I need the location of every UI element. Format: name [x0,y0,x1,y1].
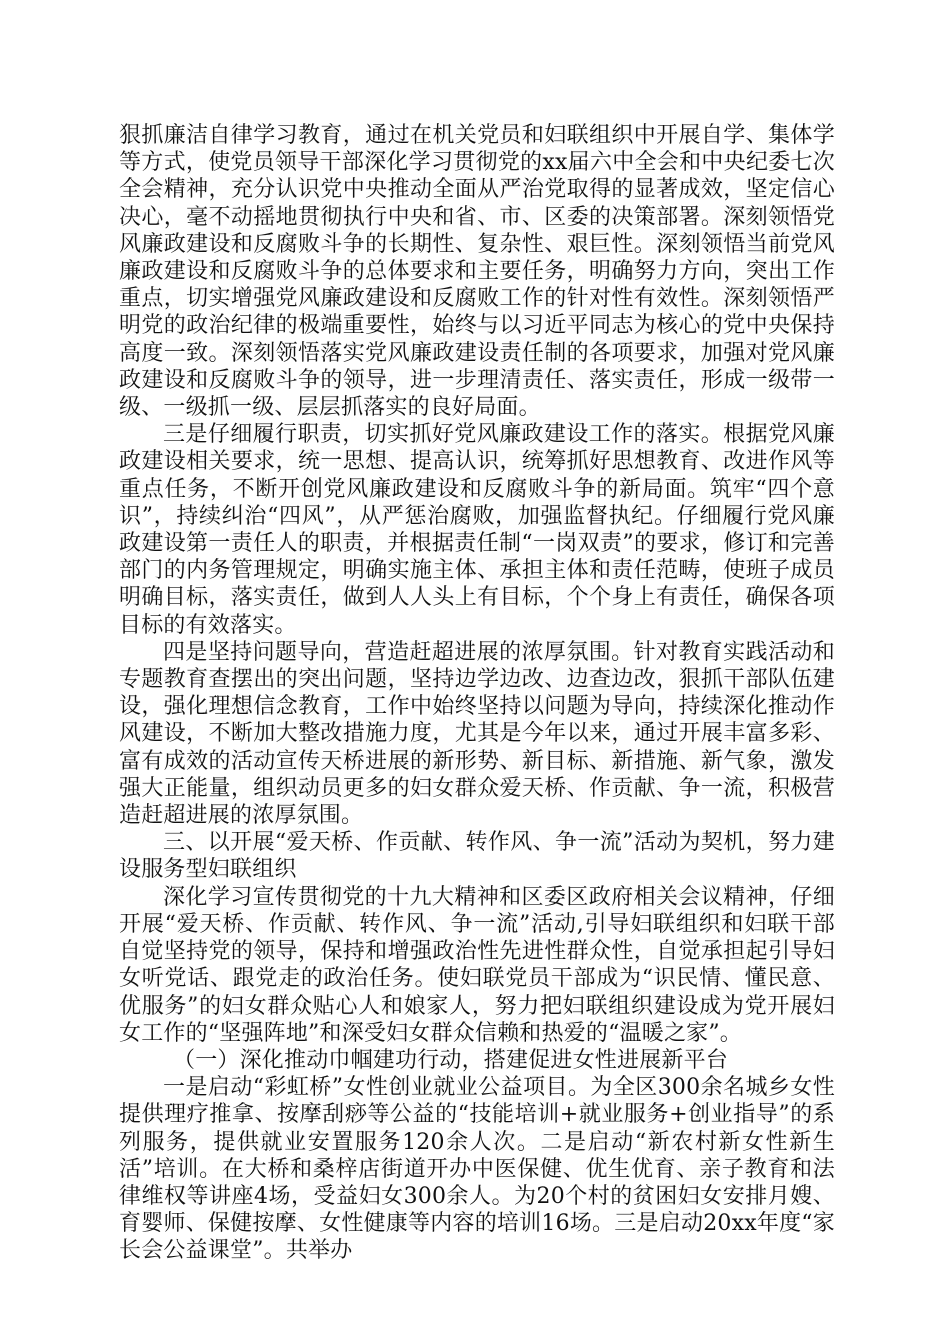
document-body [119,122,835,1265]
section-heading-three: 三、以开展“爱天桥、作贡献、转作风、争一流”活动为契机，努力建设服务型妇联组织 [119,830,835,883]
paragraph-study-publicize: 深化学习宣传贯彻党的十九大精神和区委区政府相关会议精神，仔细开展“爱天桥、作贡献、转作风、争一流”活动,引导妇联组织和妇联干部自觉坚持党的领导，保持和增强政治性先进性群众性，自觉承担起引导妇女听党话、跟党走的政治任务。使妇联党员干部成为“识民情、懂民意、优服务”的妇女群众贴心人和娘家人，努力把妇联组织建设成为党开展妇女工作的“坚强阵地”和深受妇女群众信赖和热爱的“温暖之家”。 [119,884,835,1046]
paragraph-fulfill-duties: 三是仔细履行职责，切实抓好党风廉政建设工作的落实。根据党风廉政建设相关要求，统一思想、提高认识，统筹抓好思想教育、改进作风等重点任务，不断开创党风廉政建设和反腐败斗争的新局面。筑牢“四个意识”，持续纠治“四风”，从严惩治腐败，加强监督执纪。仔细履行党风廉政建设第一责任人的职责，并根据责任制“一岗双责”的要求，修订和完善部门的内务管理规定，明确实施主体、承担主体和责任范畴，使班子成员明确目标，落实责任，做到人人头上有目标，个个身上有责任，确保各项目标的有效落实。 [119,422,835,638]
paragraph-rainbow-bridge: 一是启动“彩虹桥”女性创业就业公益项目。为全区300余名城乡女性提供理疗推拿、按摩刮痧等公益的“技能培训+就业服务+创业指导”的系列服务，提供就业安置服务120余人次。二是启动“新农村新女性新生活”培训。在大桥和桑梓店街道开办中医保健、优生优育、亲子教育和法律维权等讲座4场，受益妇女300余人。为20个村的贫困妇女安排月嫂、育婴师、保健按摩、女性健康等内容的培训16场。三是启动20xx年度“家长会公益课堂”。共举办 [119,1075,835,1264]
paragraph-problem-orientation: 四是坚持问题导向，营造赶超进展的浓厚氛围。针对教育实践活动和专题教育查摆出的突出问题，坚持边学边改、边查边改，狠抓干部队伍建设，强化理想信念教育，工作中始终坚持以问题为导向，持续深化推动作风建设，不断加大整改措施力度，尤其是今年以来，通过开展丰富多彩、富有成效的活动宣传天桥进展的新形势、新目标、新措施、新气象，激发强大正能量，组织动员更多的妇女群众爱天桥、作贡献、争一流，积极营造赶超进展的浓厚氛围。 [119,639,835,829]
paragraph-integrity-education: 狠抓廉洁自律学习教育，通过在机关党员和妇联组织中开展自学、集体学等方式，使党员领导干部深化学习贯彻党的xx届六中全会和中央纪委七次全会精神，充分认识党中央推动全面从严治党取得的显著成效，坚定信心决心，毫不动摇地贯彻执行中央和省、市、区委的决策部署。深刻领悟党风廉政建设和反腐败斗争的长期性、复杂性、艰巨性。深刻领悟当前党风廉政建设和反腐败斗争的总体要求和主要任务，明确努力方向，突出工作重点，切实增强党风廉政建设和反腐败工作的针对性有效性。深刻领悟严明党的政治纪律的极端重要性，始终与以习近平同志为核心的党中央保持高度一致。深刻领悟落实党风廉政建设责任制的各项要求，加强对党风廉政建设和反腐败斗争的领导，进一步理清责任、落实责任，形成一级带一级、一级抓一级、层层抓落实的良好局面。 [119,123,835,421]
subsection-heading-one: （一）深化推动巾帼建功行动，搭建促进女性进展新平台 [173,1047,729,1073]
